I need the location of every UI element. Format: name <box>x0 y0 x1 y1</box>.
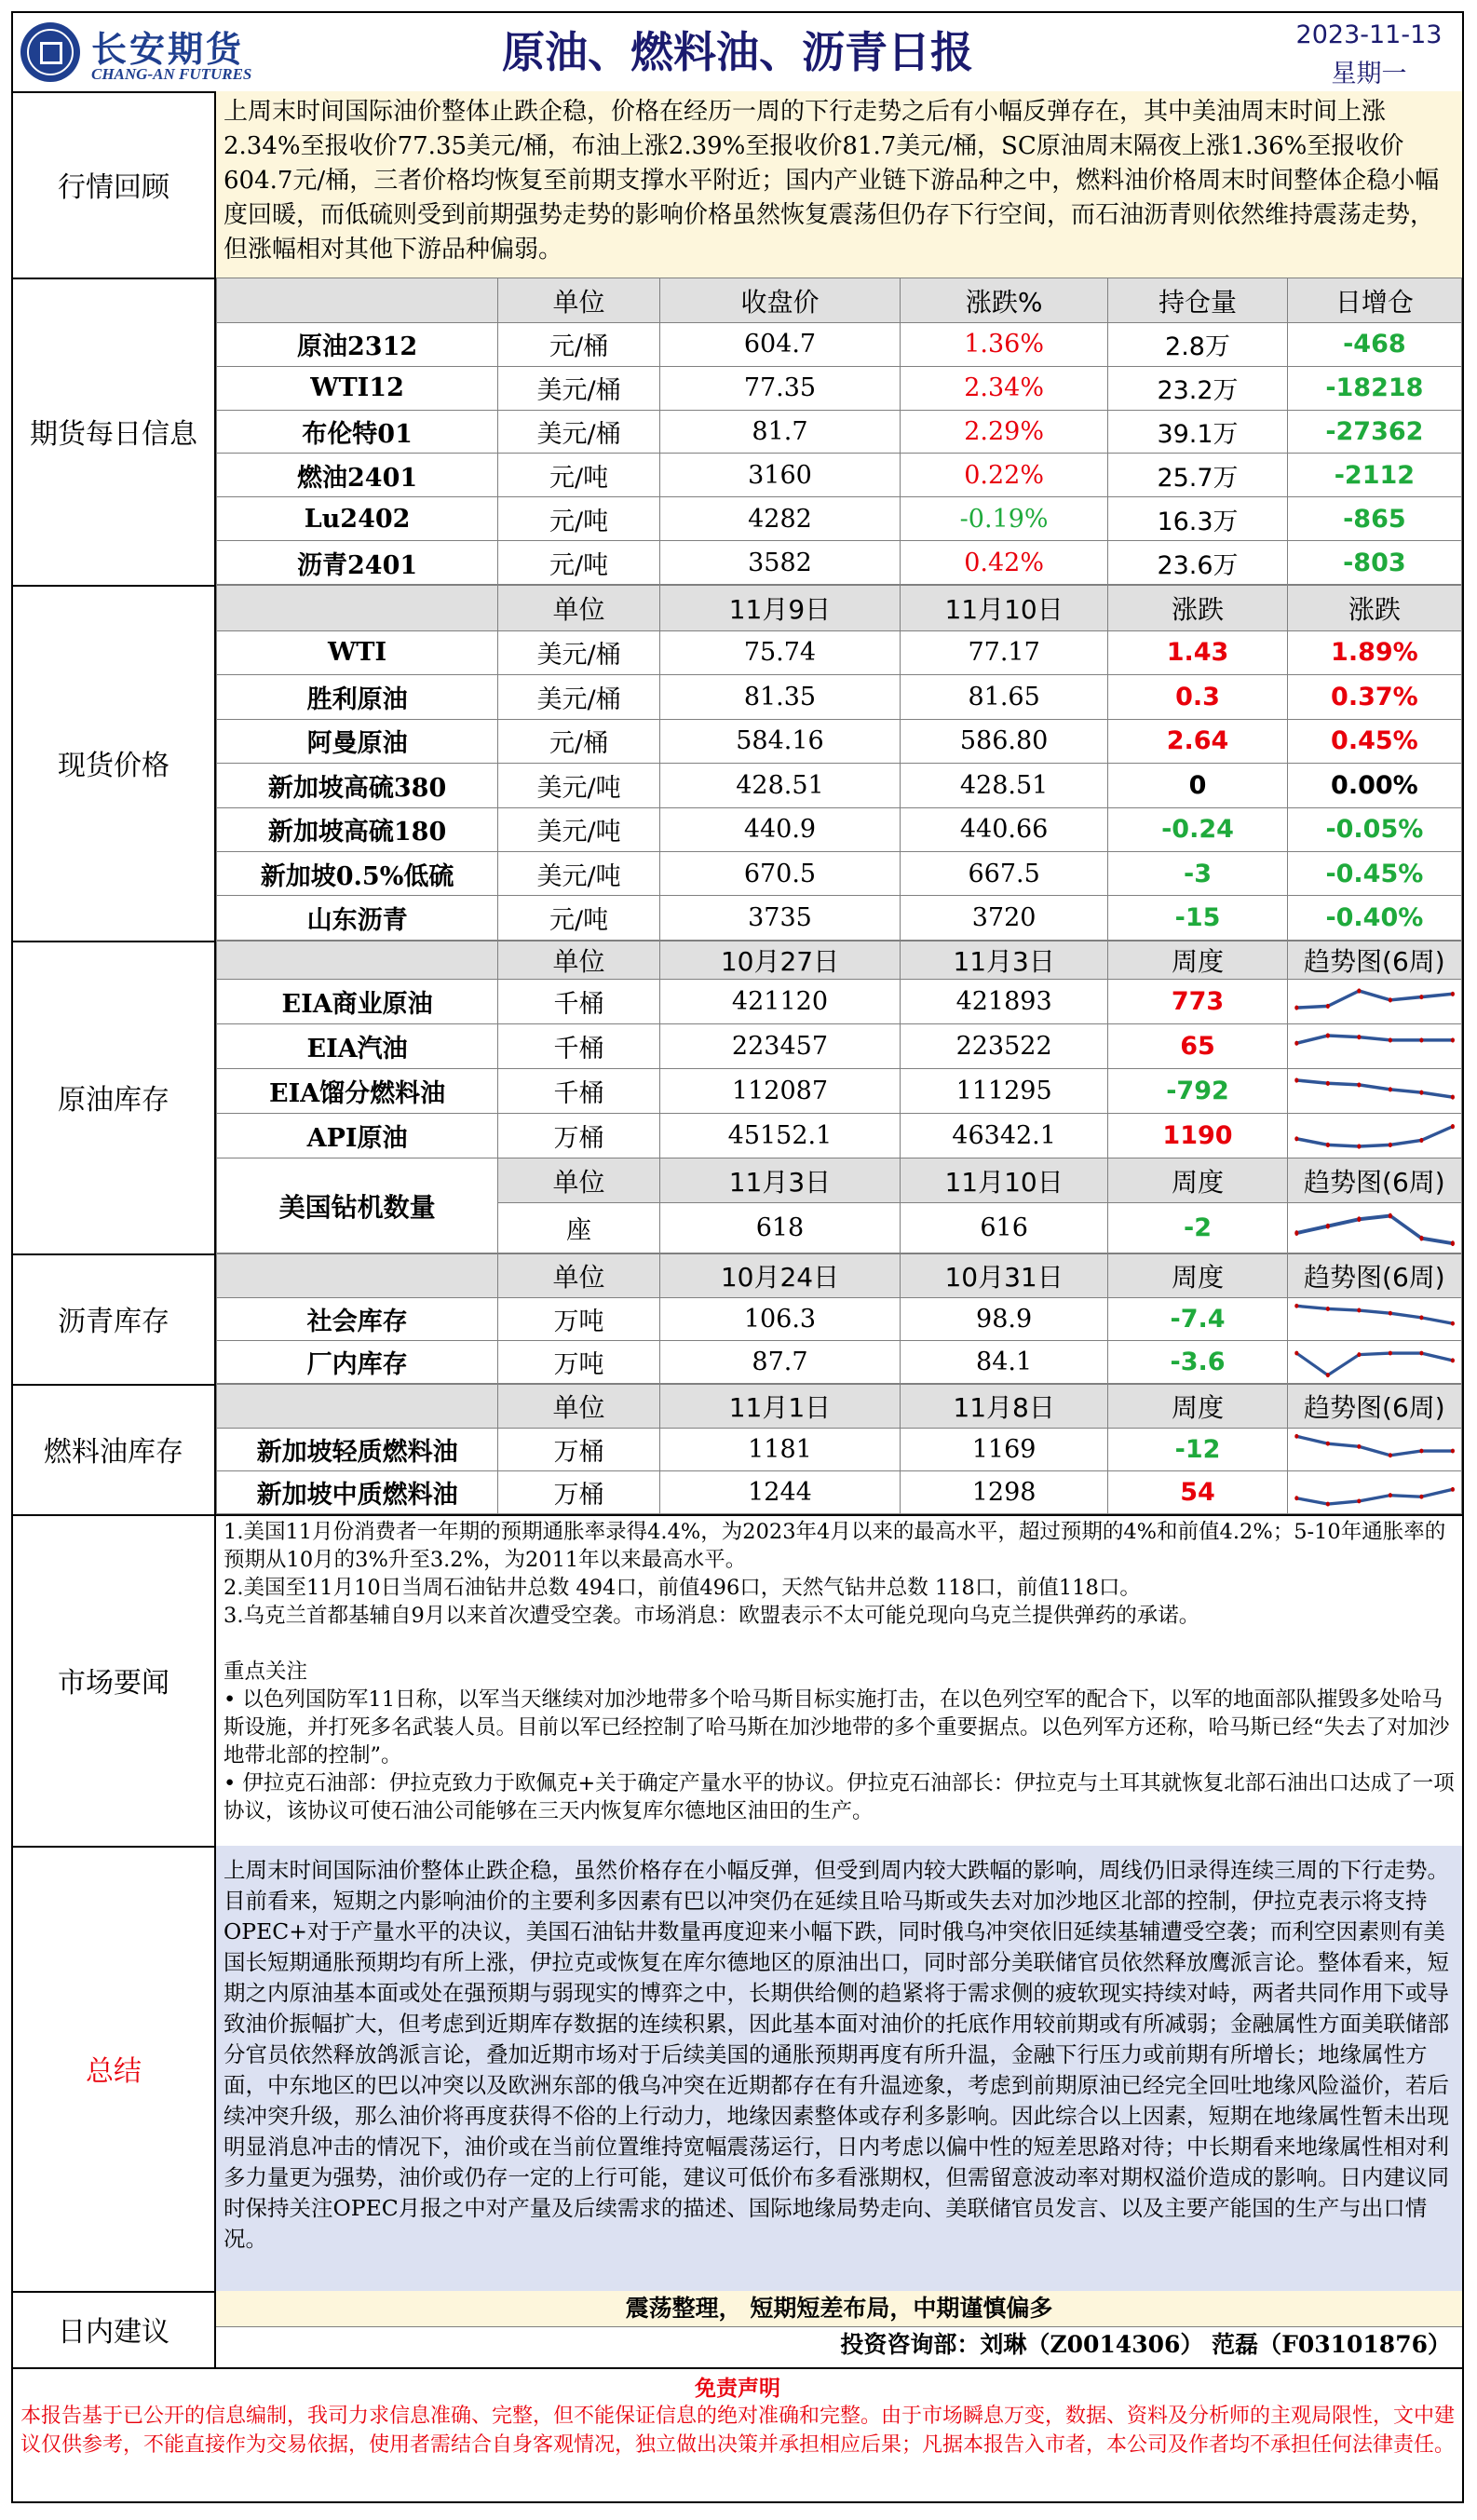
contract-name: 布伦特01 <box>217 410 498 454</box>
sparkline-point <box>1419 1495 1423 1499</box>
sparkline-point <box>1294 1230 1298 1236</box>
price-curr-cell: 3720 <box>900 896 1107 941</box>
futures-label: 期货每日信息 <box>13 278 216 585</box>
sparkline-line <box>1296 1036 1453 1043</box>
close-cell: 81.7 <box>659 410 900 454</box>
price-curr-cell: 428.51 <box>900 764 1107 807</box>
sparkline-point <box>1389 1311 1392 1316</box>
sparkline-point <box>1451 1449 1455 1454</box>
sparkline-point <box>1389 1351 1392 1356</box>
advice-section <box>13 2291 1462 2369</box>
unit-cell: 美元/吨 <box>498 807 660 851</box>
sparkline-point <box>1326 1004 1330 1009</box>
value-curr-cell: 111295 <box>900 1069 1107 1114</box>
sparkline-point <box>1357 1444 1361 1449</box>
table-row <box>217 541 1462 585</box>
close-cell: 3160 <box>659 454 900 497</box>
news-item: 1.美国11月份消费者一年期的预期通胀率录得4.4%，为2023年4月以来的最高水平，超过预期的4%和前值4.2%；5-10年通胀率的预期从10月的3%升至3.2%，为2011年以来最高水平。 <box>224 1520 1446 1572</box>
open-interest-cell: 25.7万 <box>1108 454 1288 497</box>
fuel-inventory-table <box>216 1384 1462 1514</box>
unit-cell: 美元/吨 <box>498 852 660 896</box>
table-row <box>217 764 1462 807</box>
table-row <box>217 323 1462 367</box>
contract-name: Lu2402 <box>217 497 498 541</box>
table-header: 11月1日 <box>659 1385 900 1429</box>
contract-name: 原油2312 <box>217 323 498 367</box>
table-row <box>217 1298 1462 1341</box>
sparkline-point <box>1357 1216 1361 1222</box>
sparkline-line <box>1296 1306 1453 1323</box>
sparkline-point <box>1294 1005 1298 1009</box>
table-header: 单位 <box>498 1385 660 1429</box>
table-header: 涨跌% <box>900 278 1107 323</box>
weekly-change-cell: 773 <box>1108 980 1288 1024</box>
value-prev-cell: 1181 <box>659 1429 900 1471</box>
price-curr-cell: 440.66 <box>900 807 1107 851</box>
asphalt-inventory-table <box>216 1253 1462 1384</box>
change-pct-cell: 0.37% <box>1287 675 1461 719</box>
sparkline-point <box>1389 1493 1392 1497</box>
change-pct-cell: 0.42% <box>900 541 1107 585</box>
product-name: 山东沥青 <box>217 896 498 941</box>
value-prev-cell: 1244 <box>659 1471 900 1514</box>
sparkline-point <box>1419 1316 1423 1321</box>
news-label: 市场要闻 <box>13 1514 216 1846</box>
table-header: 11月8日 <box>900 1385 1107 1429</box>
report-page <box>11 11 1464 2503</box>
sparkline-line <box>1296 1353 1453 1375</box>
unit-cell: 万桶 <box>498 1429 660 1471</box>
product-name: 胜利原油 <box>217 675 498 719</box>
sparkline-point <box>1294 1496 1298 1500</box>
table-row <box>217 1471 1462 1514</box>
unit-cell: 千桶 <box>498 1069 660 1114</box>
inventory-name: EIA商业原油 <box>217 980 498 1024</box>
report-title: 原油、燃料油、沥青日报 <box>502 27 973 77</box>
crude-inventory-label: 原油库存 <box>13 941 216 1253</box>
oi-change-cell: -803 <box>1287 541 1461 585</box>
value-prev-cell: 421120 <box>659 980 900 1024</box>
table-header <box>217 1385 498 1429</box>
product-name: 阿曼原油 <box>217 719 498 763</box>
open-interest-cell: 16.3万 <box>1108 497 1288 541</box>
close-cell: 4282 <box>659 497 900 541</box>
change-pct-cell: 0.00% <box>1287 764 1461 807</box>
table-row <box>217 1114 1462 1158</box>
value-curr-cell: 1298 <box>900 1471 1107 1514</box>
value-curr-cell: 223522 <box>900 1024 1107 1069</box>
value-curr-cell: 98.9 <box>900 1298 1107 1341</box>
sparkline-point <box>1326 1033 1330 1037</box>
change-pct-cell: 2.29% <box>900 410 1107 454</box>
value-prev-cell: 112087 <box>659 1069 900 1114</box>
unit-cell: 美元/桶 <box>498 675 660 719</box>
table-header: 收盘价 <box>659 278 900 323</box>
advice-strategy: 震荡整理， 短期短差布局，中期谨慎偏多 <box>216 2291 1462 2327</box>
table-header: 趋势图(6周) <box>1287 1254 1461 1298</box>
table-header: 单位 <box>498 1254 660 1298</box>
market-review-section <box>13 91 1462 279</box>
focus-item: • 以色列国防军11日称，以军当天继续对加沙地带多个哈马斯目标实施打击，在以色列空军的配合下，以军的地面部队摧毁多处哈马斯设施，并打死多名武装人员。目前以军已经控制了哈马斯在加沙地带的多个重要据点。以色列军方还称，哈马斯已经“失去了对加沙地带北部的控制”。 <box>224 1687 1450 1768</box>
sparkline-point <box>1357 1035 1361 1039</box>
table-header: 11月3日 <box>900 942 1107 980</box>
sparkline-line <box>1296 1127 1453 1146</box>
close-cell: 77.35 <box>659 366 900 410</box>
sparkline-point <box>1389 1037 1392 1042</box>
sparkline-point <box>1357 1144 1361 1148</box>
open-interest-cell: 2.8万 <box>1108 323 1288 367</box>
spot-table <box>216 585 1462 941</box>
value-curr-cell: 421893 <box>900 980 1107 1024</box>
sparkline-point <box>1419 1138 1423 1143</box>
value-prev-cell: 223457 <box>659 1024 900 1069</box>
price-curr-cell: 81.65 <box>900 675 1107 719</box>
table-header: 涨跌 <box>1287 586 1461 631</box>
oi-change-cell: -2112 <box>1287 454 1461 497</box>
sparkline-point <box>1357 1352 1361 1357</box>
sparkline-point <box>1389 1213 1392 1219</box>
price-curr-cell: 586.80 <box>900 719 1107 763</box>
value-prev-cell: 45152.1 <box>659 1114 900 1158</box>
oi-change-cell: -18218 <box>1287 366 1461 410</box>
value-curr-cell: 46342.1 <box>900 1114 1107 1158</box>
sparkline-point <box>1357 1308 1361 1313</box>
inventory-name: 厂内库存 <box>217 1341 498 1384</box>
logo-emblem-icon <box>20 22 80 82</box>
summary-section <box>13 1846 1462 2293</box>
sparkline-point <box>1326 1081 1330 1086</box>
sparkline-line <box>1296 1080 1453 1097</box>
contract-name: 沥青2401 <box>217 541 498 585</box>
table-header: 涨跌 <box>1108 586 1288 631</box>
product-name: 新加坡0.5%低硫 <box>217 852 498 896</box>
table-row <box>217 896 1462 941</box>
trend-sparkline <box>1287 1114 1461 1158</box>
table-header: 11月3日 <box>659 1158 900 1203</box>
weekly-change-cell: 65 <box>1108 1024 1288 1069</box>
weekly-change-cell: -2 <box>1108 1203 1288 1253</box>
open-interest-cell: 23.2万 <box>1108 366 1288 410</box>
inventory-name: EIA汽油 <box>217 1024 498 1069</box>
table-header: 10月24日 <box>659 1254 900 1298</box>
table-header <box>217 942 498 980</box>
unit-cell: 万吨 <box>498 1341 660 1384</box>
trend-sparkline <box>1287 1341 1461 1384</box>
weekly-change-cell: -7.4 <box>1108 1298 1288 1341</box>
sparkline-point <box>1451 1094 1455 1099</box>
focus-item: • 伊拉克石油部：伊拉克致力于欧佩克+关于确定产量水平的协议。伊拉克石油部长：伊拉克与土耳其就恢复北部石油出口达成了一项协议，该协议可使石油公司能够在三天内恢复库尔德地区油田的生产。 <box>224 1771 1455 1823</box>
trend-sparkline <box>1287 980 1461 1024</box>
change-cell: 0 <box>1108 764 1288 807</box>
logo-chinese-name: 长安期货 <box>91 29 245 70</box>
sparkline-point <box>1451 1240 1455 1246</box>
weekly-change-cell: -3.6 <box>1108 1341 1288 1384</box>
futures-table <box>216 278 1462 585</box>
product-name: WTI <box>217 630 498 674</box>
table-header: 11月10日 <box>900 1158 1107 1203</box>
inventory-name: API原油 <box>217 1114 498 1158</box>
change-cell: 2.64 <box>1108 719 1288 763</box>
summary-label: 总结 <box>13 1846 216 2291</box>
table-row <box>217 980 1462 1024</box>
table-row <box>217 1341 1462 1384</box>
change-pct-cell: 0.45% <box>1287 719 1461 763</box>
change-pct-cell: 2.34% <box>900 366 1107 410</box>
sparkline-point <box>1326 1143 1330 1147</box>
unit-cell: 万桶 <box>498 1471 660 1514</box>
sparkline-line <box>1296 1489 1453 1504</box>
close-cell: 3582 <box>659 541 900 585</box>
weekly-change-cell: 54 <box>1108 1471 1288 1514</box>
table-row <box>217 1069 1462 1114</box>
sparkline-point <box>1451 1487 1455 1492</box>
logo-english-name: CHANG-AN FUTURES <box>91 65 252 83</box>
inventory-name: EIA馏分燃料油 <box>217 1069 498 1114</box>
oi-change-cell: -468 <box>1287 323 1461 367</box>
change-cell: 0.3 <box>1108 675 1288 719</box>
change-pct-cell: -0.19% <box>900 497 1107 541</box>
disclaimer-title: 免责声明 <box>695 2376 780 2401</box>
price-prev-cell: 440.9 <box>659 807 900 851</box>
open-interest-cell: 39.1万 <box>1108 410 1288 454</box>
change-cell: 1.43 <box>1108 630 1288 674</box>
table-row <box>217 630 1462 674</box>
report-weekday: 星期一 <box>1331 60 1407 88</box>
unit-cell: 万桶 <box>498 1114 660 1158</box>
rig-count-name: 美国钻机数量 <box>217 1158 498 1253</box>
sparkline-point <box>1326 1307 1330 1311</box>
oi-change-cell: -27362 <box>1287 410 1461 454</box>
sparkline-point <box>1294 1077 1298 1082</box>
inventory-name: 社会库存 <box>217 1298 498 1341</box>
sparkline-point <box>1357 988 1361 993</box>
trend-sparkline <box>1287 1471 1461 1514</box>
price-curr-cell: 77.17 <box>900 630 1107 674</box>
focus-title: 重点关注 <box>224 1660 308 1684</box>
sparkline-point <box>1419 1037 1423 1042</box>
table-header: 持仓量 <box>1108 278 1288 323</box>
disclaimer-text: 本报告基于已公开的信息编制，我司力求信息准确、完整，但不能保证信息的绝对准确和完整。由于市场瞬息万变，数据、资料及分析师的主观局限性，文中建议仅供参考，不能直接作为交易依据，使用者需结合自身客观情况，独立做出决策并承担相应后果；凡据本报告入市者，本公司及作者均不承担任何法律责任。 <box>20 2405 1455 2457</box>
table-row <box>217 366 1462 410</box>
table-header: 周度 <box>1108 1158 1288 1203</box>
value-prev-cell: 618 <box>659 1203 900 1253</box>
advice-analysts: 投资咨询部：刘琳（Z0014306） 范磊（F03101876） <box>840 2331 1451 2358</box>
trend-sparkline <box>1287 1429 1461 1471</box>
change-pct-cell: 1.89% <box>1287 630 1461 674</box>
trend-sparkline <box>1287 1069 1461 1114</box>
fuel-inventory-label: 燃料油库存 <box>13 1384 216 1514</box>
price-prev-cell: 584.16 <box>659 719 900 763</box>
table-row <box>217 807 1462 851</box>
unit-cell: 元/吨 <box>498 497 660 541</box>
trend-sparkline <box>1287 1203 1461 1253</box>
price-prev-cell: 75.74 <box>659 630 900 674</box>
futures-section <box>13 278 1462 587</box>
asphalt-inventory-section <box>13 1253 1462 1386</box>
trend-sparkline <box>1287 1298 1461 1341</box>
value-curr-cell: 84.1 <box>900 1341 1107 1384</box>
value-curr-cell: 616 <box>900 1203 1107 1253</box>
sparkline-line <box>1296 991 1453 1008</box>
table-row <box>217 454 1462 497</box>
unit-cell: 美元/桶 <box>498 366 660 410</box>
open-interest-cell: 23.6万 <box>1108 541 1288 585</box>
table-header: 周度 <box>1108 1385 1288 1429</box>
unit-cell: 美元/桶 <box>498 630 660 674</box>
unit-cell: 千桶 <box>498 1024 660 1069</box>
contract-name: WTI12 <box>217 366 498 410</box>
table-header: 11月9日 <box>659 586 900 631</box>
disclaimer-section <box>13 2367 1462 2501</box>
report-date: 2023-11-13 <box>1295 20 1443 49</box>
value-prev-cell: 106.3 <box>659 1298 900 1341</box>
table-header: 趋势图(6周) <box>1287 1385 1461 1429</box>
market-review-label: 行情回顾 <box>13 91 216 278</box>
table-header: 单位 <box>498 1158 660 1203</box>
sparkline-point <box>1451 1321 1455 1326</box>
unit-cell: 元/吨 <box>498 541 660 585</box>
summary-text: 上周末时间国际油价整体止跌企稳，虽然价格存在小幅反弹，但受到周内较大跌幅的影响，周线仍旧录得连续三周的下行走势。目前看来，短期之内影响油价的主要利多因素有巴以冲突仍在延续且哈马斯或失去对加沙地区北部的控制，伊拉克表示将支持OPEC+对于产量水平的决议，美国石油钻井数量再度迎来小幅下跌，同时俄乌冲突依旧延续基辅遭受空袭；而利空因素则有美国长短期通胀预期均有所上涨，伊拉克或恢复在库尔德地区的原油出口，同时部分美联储官员依然释放鹰派言论。整体看来，短期之内原油基本面或处在强预期与弱现实的博弈之中，长期供给侧的趋紧将于需求侧的疲软现实持续对峙，两者共同作用下或导致油价振幅扩大，但考虑到近期库存数据的连续积累，因此基本面对油价的托底作用较前期或有所减弱；金融属性方面美联储部分官员依然释放鸽派言论，叠加近期市场对于后续美国的通胀预期再度有所升温，金融下行压力或前期有所增长；地缘属性方面，中东地区的巴以冲突以及欧洲东部的俄乌冲突在近期都存在有升温迹象，考虑到前期原油已经完全回吐地缘风险溢价，若后续冲突升级，那么油价将再度获得不俗的上行动力，地缘因素整体或存利多影响。因此综合以上因素，短期在地缘属性暂未出现明显消息冲击的情况下，油价或在当前位置维持宽幅震荡运行，日内考虑以偏中性的短差思路对待；中长期看来地缘属性相对利多力量更为强势，油价或仍存一定的上行可能，建议可低价布多看涨期权，但需留意波动率对期权溢价造成的影响。日内建议同时保持关注OPEC月报之中对产量及后续需求的描述、国际地缘局势走向、美联储官员发言、以及主要产能国的生产与出口情况。 <box>216 1846 1462 2291</box>
sparkline-point <box>1326 1373 1330 1377</box>
price-prev-cell: 670.5 <box>659 852 900 896</box>
unit-cell: 美元/桶 <box>498 410 660 454</box>
table-header: 趋势图(6周) <box>1287 942 1461 980</box>
sparkline-point <box>1419 1091 1423 1095</box>
unit-cell: 万吨 <box>498 1298 660 1341</box>
contract-name: 燃油2401 <box>217 454 498 497</box>
table-header: 11月10日 <box>900 586 1107 631</box>
sparkline-point <box>1419 1449 1423 1454</box>
sparkline-point <box>1451 992 1455 996</box>
fuel-inventory-section <box>13 1384 1462 1516</box>
table-row <box>217 1429 1462 1471</box>
sparkline-point <box>1389 1087 1392 1091</box>
inventory-name: 新加坡轻质燃料油 <box>217 1429 498 1471</box>
close-cell: 604.7 <box>659 323 900 367</box>
unit-cell: 元/桶 <box>498 323 660 367</box>
table-row <box>217 719 1462 763</box>
price-prev-cell: 428.51 <box>659 764 900 807</box>
table-header <box>217 1254 498 1298</box>
sparkline-point <box>1357 1498 1361 1503</box>
weekly-change-cell: -12 <box>1108 1429 1288 1471</box>
sparkline-point <box>1357 1082 1361 1087</box>
table-header: 日增仓 <box>1287 278 1461 323</box>
change-pct-cell: -0.45% <box>1287 852 1461 896</box>
oi-change-cell: -865 <box>1287 497 1461 541</box>
sparkline-point <box>1294 1041 1298 1046</box>
table-row <box>217 675 1462 719</box>
price-curr-cell: 667.5 <box>900 852 1107 896</box>
table-header: 10月31日 <box>900 1254 1107 1298</box>
table-header: 单位 <box>498 942 660 980</box>
unit-cell: 元/桶 <box>498 719 660 763</box>
table-header: 单位 <box>498 586 660 631</box>
sparkline-point <box>1326 1502 1330 1507</box>
sparkline-point <box>1451 1358 1455 1362</box>
date-box <box>1276 13 1462 91</box>
change-pct-cell: -0.40% <box>1287 896 1461 941</box>
sparkline-point <box>1389 997 1392 1002</box>
change-pct-cell: 0.22% <box>900 454 1107 497</box>
spot-label: 现货价格 <box>13 585 216 941</box>
sparkline-line <box>1296 1216 1453 1244</box>
value-curr-cell: 1169 <box>900 1429 1107 1471</box>
table-header <box>217 586 498 631</box>
price-prev-cell: 81.35 <box>659 675 900 719</box>
sparkline-line <box>1296 1436 1453 1455</box>
price-prev-cell: 3735 <box>659 896 900 941</box>
report-header <box>13 13 1462 93</box>
news-item: 2.美国至11月10日当周石油钻井总数 494口，前值496口，天然气钻井总数 118口，前值118口。 <box>224 1576 1141 1600</box>
news-section <box>13 1514 1462 1848</box>
sparkline-point <box>1294 1304 1298 1308</box>
inventory-name: 新加坡中质燃料油 <box>217 1471 498 1514</box>
sparkline-point <box>1419 995 1423 999</box>
table-header: 趋势图(6周) <box>1287 1158 1461 1203</box>
unit-cell: 元/吨 <box>498 454 660 497</box>
product-name: 新加坡高硫180 <box>217 807 498 851</box>
table-header <box>217 278 498 323</box>
unit-cell: 千桶 <box>498 980 660 1024</box>
sparkline-point <box>1419 1351 1423 1356</box>
trend-sparkline <box>1287 1024 1461 1069</box>
table-row <box>217 410 1462 454</box>
unit-cell: 座 <box>498 1203 660 1253</box>
table-header: 10月27日 <box>659 942 900 980</box>
sparkline-point <box>1451 1124 1455 1129</box>
company-logo <box>20 19 270 86</box>
asphalt-inventory-label: 沥青库存 <box>13 1253 216 1384</box>
table-header: 周度 <box>1108 1254 1288 1298</box>
sparkline-point <box>1326 1442 1330 1446</box>
sparkline-point <box>1419 1236 1423 1241</box>
unit-cell: 美元/吨 <box>498 764 660 807</box>
product-name: 新加坡高硫380 <box>217 764 498 807</box>
table-row <box>217 852 1462 896</box>
change-cell: -3 <box>1108 852 1288 896</box>
sparkline-point <box>1451 1037 1455 1042</box>
change-cell: -0.24 <box>1108 807 1288 851</box>
sparkline-point <box>1294 1136 1298 1141</box>
change-cell: -15 <box>1108 896 1288 941</box>
advice-label: 日内建议 <box>13 2291 216 2367</box>
sparkline-point <box>1294 1351 1298 1356</box>
news-item: 3.乌克兰首都基辅自9月以来首次遭受空袭。市场消息：欧盟表示不太可能兑现向乌克兰提供弹药的承诺。 <box>224 1604 1200 1628</box>
value-prev-cell: 87.7 <box>659 1341 900 1384</box>
table-header: 单位 <box>498 278 660 323</box>
weekly-change-cell: -792 <box>1108 1069 1288 1114</box>
table-header: 周度 <box>1108 942 1288 980</box>
table-row <box>217 497 1462 541</box>
crude-inventory-table <box>216 941 1462 1253</box>
crude-inventory-section <box>13 941 1462 1255</box>
sparkline-point <box>1389 1453 1392 1457</box>
change-pct-cell: 1.36% <box>900 323 1107 367</box>
weekly-change-cell: 1190 <box>1108 1114 1288 1158</box>
sparkline-point <box>1294 1434 1298 1439</box>
change-pct-cell: -0.05% <box>1287 807 1461 851</box>
market-review-text: 上周末时间国际油价整体止跌企稳，价格在经历一周的下行走势之后有小幅反弹存在，其中美油周末时间上涨2.34%至报收价77.35美元/桶，布油上涨2.39%至报收价81.7美元/桶，SC原油周末隔夜上涨1.36%至报收价604.7元/桶，三者价格均恢复至前期支撑水平附近；国内产业链下游品种之中，燃料油价格周末时间整体企稳小幅度回暖，而低硫则受到前期强势走势的影响价格虽然恢复震荡但仍存下行空间，而石油沥青则依然维持震荡走势，但涨幅相对其他下游品种偏弱。 <box>216 91 1462 278</box>
sparkline-point <box>1326 1224 1330 1229</box>
unit-cell: 元/吨 <box>498 896 660 941</box>
spot-section <box>13 585 1462 942</box>
table-row <box>217 1024 1462 1069</box>
sparkline-point <box>1389 1143 1392 1147</box>
